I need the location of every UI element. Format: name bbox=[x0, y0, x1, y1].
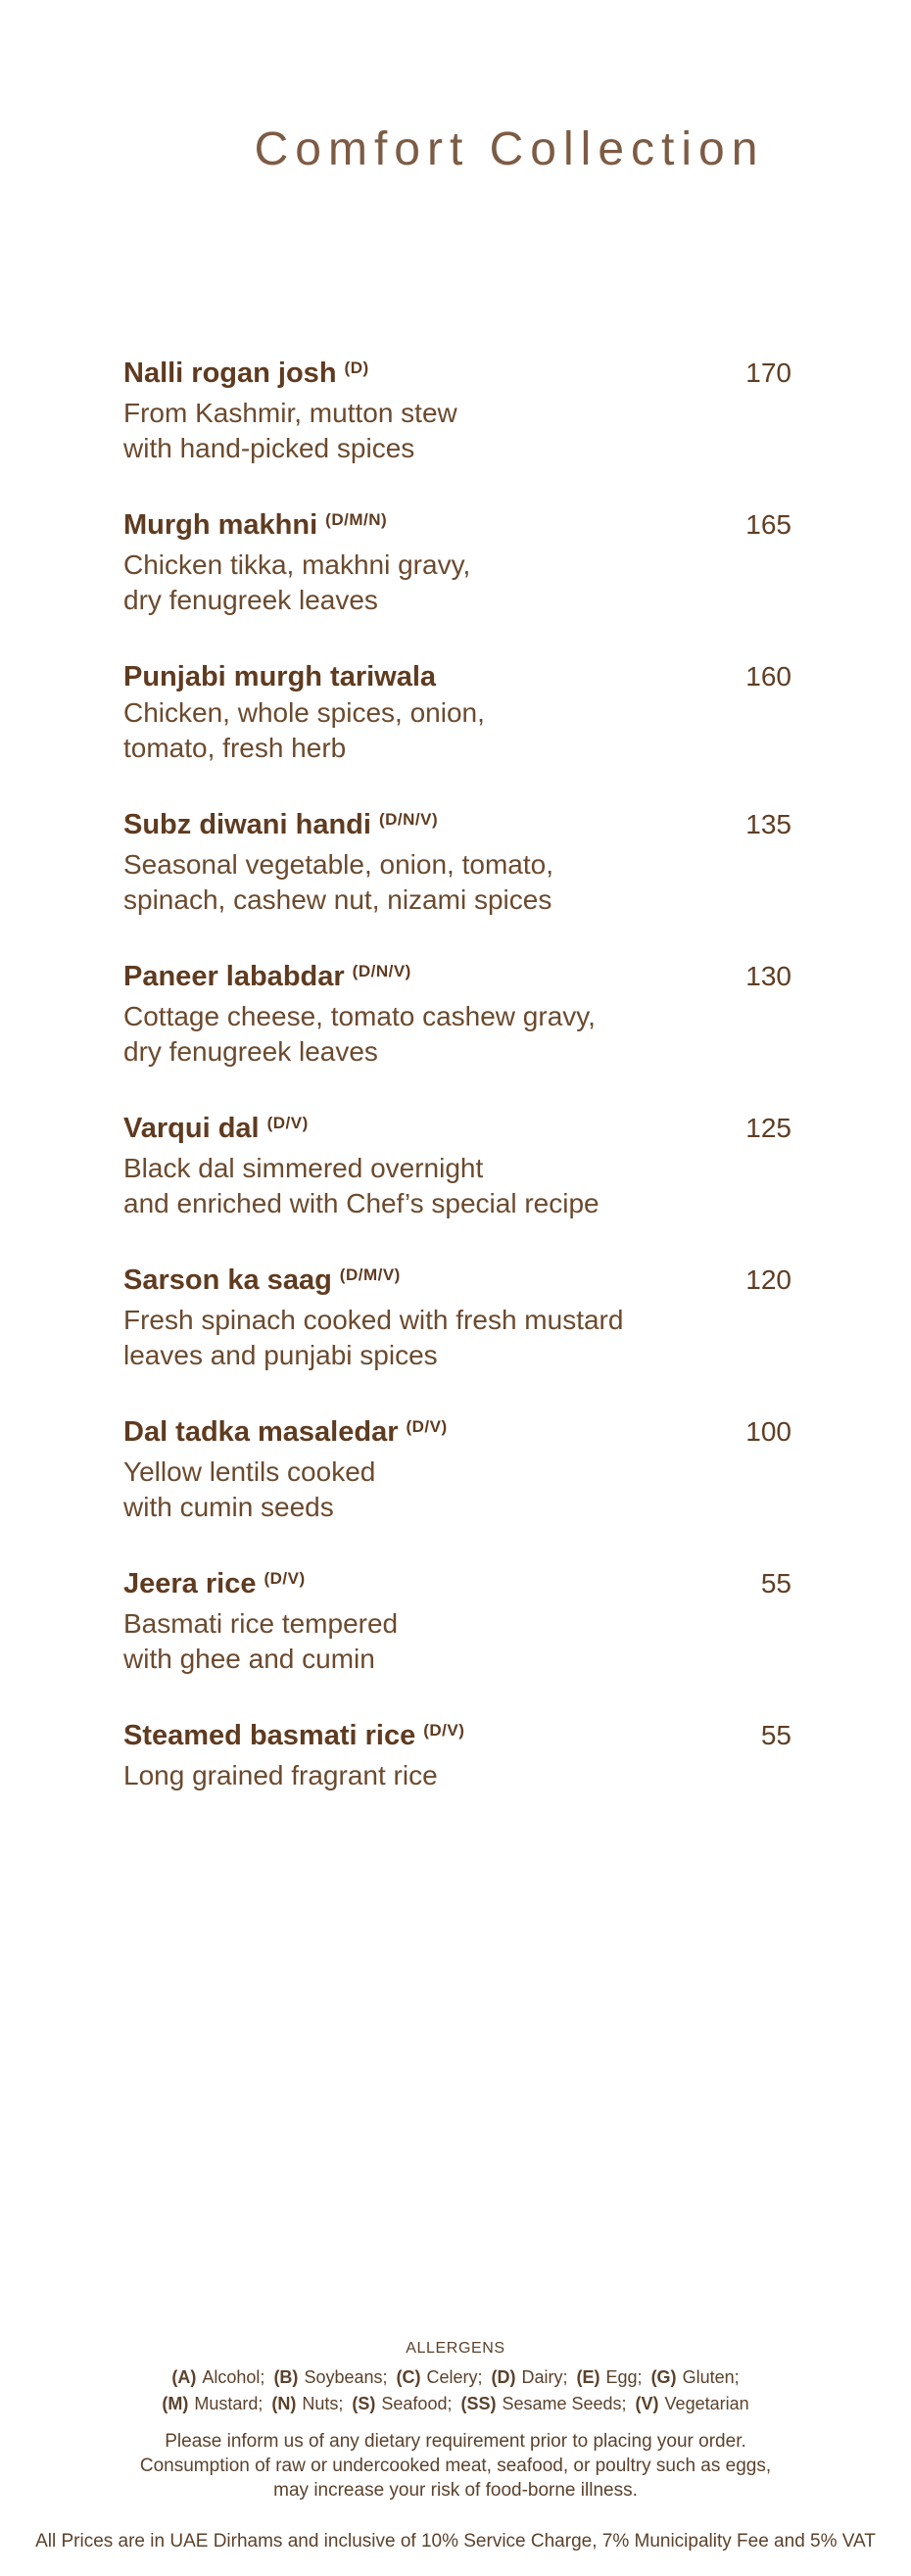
item-name bbox=[123, 806, 438, 847]
item-name bbox=[123, 1717, 464, 1758]
allergen-label: Egg; bbox=[605, 2367, 643, 2387]
item-name bbox=[123, 658, 436, 695]
item-allergen-code: (D/M/V) bbox=[339, 1265, 401, 1284]
item-description-line: From Kashmir, mutton stew bbox=[123, 398, 457, 428]
item-description-line: and enriched with Chef’s special recipe bbox=[123, 1188, 599, 1218]
allergen-legend-line bbox=[0, 2364, 911, 2391]
item-price: 135 bbox=[745, 809, 791, 839]
menu-item-row bbox=[123, 355, 791, 396]
item-description-line: Seasonal vegetable, onion, tomato, bbox=[123, 849, 553, 880]
item-allergen-code: (D/N/V) bbox=[352, 962, 411, 980]
allergen-label: Vegetarian bbox=[664, 2394, 749, 2413]
item-name-text: Steamed basmati rice bbox=[123, 1720, 416, 1751]
allergen-legend-entry bbox=[171, 2367, 273, 2387]
item-price: 130 bbox=[745, 961, 791, 991]
item-description bbox=[123, 1303, 791, 1373]
menu-item-row bbox=[123, 1413, 791, 1455]
menu-item-row bbox=[123, 806, 791, 847]
allergen-legend-entry bbox=[162, 2394, 271, 2413]
allergen-code: (V) bbox=[635, 2394, 659, 2413]
item-price: 165 bbox=[745, 509, 791, 540]
item-allergen-code: (D/N/V) bbox=[378, 810, 439, 829]
notice-line: may increase your risk of food-borne illness. bbox=[273, 2480, 638, 2501]
allergen-legend-entry bbox=[352, 2394, 460, 2413]
menu-item-row bbox=[123, 1110, 791, 1151]
allergen-legend-entry bbox=[577, 2367, 651, 2387]
item-allergen-code: (D/V) bbox=[406, 1417, 448, 1436]
menu-item-row bbox=[123, 506, 791, 548]
item-allergen-code: (D/M/N) bbox=[325, 510, 388, 529]
item-description-line: Long grained fragrant rice bbox=[123, 1760, 438, 1790]
menu-item bbox=[123, 1565, 791, 1677]
item-name bbox=[123, 1413, 448, 1455]
allergen-code: (D) bbox=[491, 2367, 516, 2387]
allergen-legend-entry bbox=[271, 2394, 352, 2413]
item-description-line: with cumin seeds bbox=[123, 1492, 334, 1522]
item-allergen-code: (D/V) bbox=[264, 1569, 306, 1588]
item-description-line: Black dal simmered overnight bbox=[123, 1153, 484, 1183]
allergen-label: Soybeans; bbox=[304, 2367, 388, 2387]
allergen-code: (E) bbox=[576, 2367, 600, 2387]
allergens-heading: ALLERGENS bbox=[406, 2340, 505, 2357]
item-description-line: tomato, fresh herb bbox=[123, 733, 347, 763]
footer bbox=[0, 2339, 911, 2553]
allergen-code: (C) bbox=[396, 2367, 421, 2387]
item-description-line: leaves and punjabi spices bbox=[123, 1340, 438, 1370]
allergen-code: (B) bbox=[273, 2367, 299, 2387]
menu-item-row bbox=[123, 1717, 791, 1758]
allergen-legend-line bbox=[0, 2391, 911, 2417]
item-name-text: Punjabi murgh tariwala bbox=[123, 661, 437, 692]
allergen-label: Gluten; bbox=[682, 2367, 740, 2387]
item-description bbox=[123, 1758, 791, 1793]
item-price: 100 bbox=[745, 1416, 791, 1447]
item-name bbox=[123, 958, 411, 999]
dietary-notice bbox=[0, 2429, 911, 2503]
allergen-code: (S) bbox=[352, 2394, 376, 2413]
item-price: 170 bbox=[745, 358, 791, 388]
allergen-label: Sesame Seeds; bbox=[502, 2394, 627, 2413]
menu-item-row bbox=[123, 1565, 791, 1606]
item-description-line: Cottage cheese, tomato cashew gravy, bbox=[123, 1001, 596, 1031]
allergen-label: Alcohol; bbox=[202, 2367, 265, 2387]
item-allergen-code: (D) bbox=[344, 358, 369, 377]
item-price: 55 bbox=[760, 1568, 791, 1598]
item-description-line: spinach, cashew nut, nizami spices bbox=[123, 884, 552, 915]
menu-item-row bbox=[123, 1262, 791, 1303]
item-price: 55 bbox=[760, 1720, 791, 1750]
item-description-line: dry fenugreek leaves bbox=[123, 585, 378, 615]
menu-item bbox=[123, 1110, 791, 1221]
item-description-line: with ghee and cumin bbox=[123, 1644, 375, 1674]
allergen-label: Mustard; bbox=[194, 2394, 264, 2413]
menu-list bbox=[0, 355, 911, 1834]
item-allergen-code: (D/V) bbox=[423, 1721, 465, 1740]
allergen-label: Seafood; bbox=[381, 2394, 453, 2413]
item-description-line: Yellow lentils cooked bbox=[123, 1456, 376, 1487]
item-name-text: Dal tadka masaledar bbox=[123, 1416, 399, 1448]
allergen-legend bbox=[0, 2364, 911, 2417]
menu-item bbox=[123, 958, 791, 1070]
menu-item bbox=[123, 806, 791, 918]
allergen-label: Dairy; bbox=[521, 2367, 568, 2387]
item-description-line: Basmati rice tempered bbox=[123, 1608, 399, 1639]
item-name bbox=[123, 1110, 309, 1151]
item-description-line: Chicken, whole spices, onion, bbox=[123, 697, 485, 728]
allergen-code: (A) bbox=[171, 2367, 197, 2387]
item-description bbox=[123, 1606, 791, 1677]
item-price: 125 bbox=[745, 1113, 791, 1143]
item-description-line: with hand-picked spices bbox=[123, 433, 415, 463]
allergen-legend-entry bbox=[460, 2394, 635, 2413]
allergen-label: Celery; bbox=[426, 2367, 483, 2387]
item-name-text: Nalli rogan josh bbox=[123, 358, 337, 389]
allergen-code: (M) bbox=[162, 2394, 189, 2413]
menu-item bbox=[123, 506, 791, 618]
allergen-code: (SS) bbox=[460, 2394, 497, 2413]
item-description bbox=[123, 1151, 791, 1221]
pricing-note: All Prices are in UAE Dirhams and inclusive of 10% Service Charge, 7% Municipality Fee and 5% VAT bbox=[35, 2531, 876, 2552]
menu-item bbox=[123, 1262, 791, 1373]
item-description bbox=[123, 847, 791, 918]
allergen-legend-entry bbox=[651, 2367, 740, 2387]
allergen-legend-entry bbox=[273, 2367, 396, 2387]
item-description bbox=[123, 999, 791, 1070]
item-name bbox=[123, 1262, 401, 1303]
page-title: Comfort Collection bbox=[254, 123, 765, 175]
item-description-line: dry fenugreek leaves bbox=[123, 1036, 378, 1067]
menu-item bbox=[123, 355, 791, 466]
item-name-text: Paneer lababdar bbox=[123, 961, 345, 992]
item-name-text: Sarson ka saag bbox=[123, 1264, 332, 1296]
allergen-code: (N) bbox=[271, 2394, 297, 2413]
item-name-text: Murgh makhni bbox=[123, 509, 318, 541]
allergen-legend-entry bbox=[397, 2367, 492, 2387]
item-description bbox=[123, 695, 791, 766]
item-name bbox=[123, 1565, 306, 1606]
item-description bbox=[123, 548, 791, 618]
item-description-line: Chicken tikka, makhni gravy, bbox=[123, 549, 471, 580]
allergen-label: Nuts; bbox=[302, 2394, 344, 2413]
menu-item bbox=[123, 1717, 791, 1793]
item-description-line: Fresh spinach cooked with fresh mustard bbox=[123, 1305, 624, 1335]
item-name-text: Subz diwani handi bbox=[123, 809, 371, 840]
allergen-legend-entry bbox=[636, 2394, 749, 2413]
allergen-code: (G) bbox=[650, 2367, 677, 2387]
menu-item bbox=[123, 658, 791, 766]
menu-item-row bbox=[123, 958, 791, 999]
item-name bbox=[123, 355, 369, 396]
menu-item bbox=[123, 1413, 791, 1525]
menu-item-row bbox=[123, 658, 791, 695]
item-allergen-code: (D/V) bbox=[266, 1114, 309, 1132]
item-price: 120 bbox=[745, 1264, 791, 1295]
item-name bbox=[123, 506, 387, 548]
allergen-legend-entry bbox=[492, 2367, 577, 2387]
notice-line: Please inform us of any dietary requirement prior to placing your order. bbox=[165, 2431, 746, 2452]
item-name-text: Jeera rice bbox=[123, 1568, 257, 1599]
notice-line: Consumption of raw or undercooked meat, seafood, or poultry such as eggs, bbox=[139, 2456, 772, 2476]
item-description bbox=[123, 396, 791, 466]
item-name-text: Varqui dal bbox=[123, 1113, 260, 1144]
item-description bbox=[123, 1455, 791, 1525]
item-price: 160 bbox=[745, 661, 791, 692]
